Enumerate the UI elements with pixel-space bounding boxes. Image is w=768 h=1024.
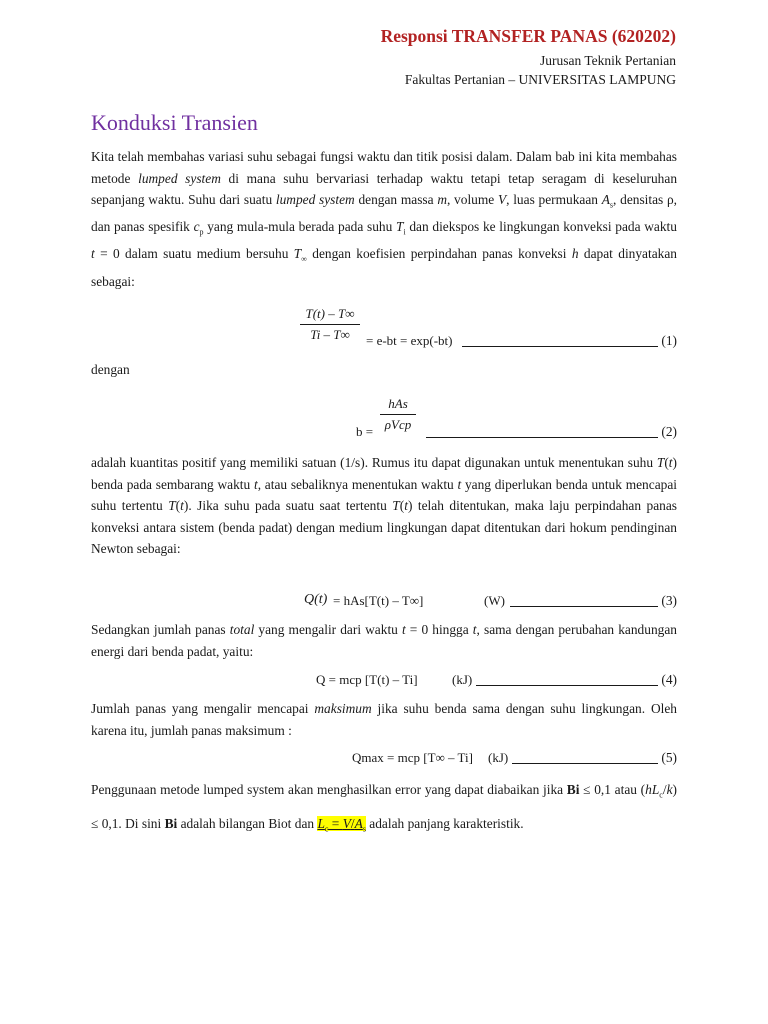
paragraph-intro: Kita telah membahas variasi suhu sebagai fungsi waktu dan titik posisi dalam. Dalam bab ini kita membahas metode lumped system di mana suhu bervariasi terhadap waktu tetapi tetap seragam di keseluruhan sepanjang waktu. Suhu dari suatu lumped system dengan massa m, volume V, luas permukaan $A_s$, densitas ρ, dan panas spesifik $c_p$ yang mula-mula berada pada suhu $T_i$ dan diekspos ke lingkungan konveksi pada waktu t = 0 dalam suatu medium bersuhu $T_\infty$ dengan koefisien perpindahan panas konveksi h dapat dinyatakan sebagai: xyxy=(91,149,678,289)
course-title: Responsi TRANSFER PANAS (620202) xyxy=(380,26,676,46)
eq5-expression: Qmax = mcp [T∞ – Ti] xyxy=(352,750,473,765)
eq4-unit: (kJ) xyxy=(452,672,473,687)
eq4-number: (4) xyxy=(661,672,677,687)
eq2-fraction xyxy=(380,396,416,433)
paragraph-biot: Penggunaan metode lumped system akan menghasilkan error yang dapat diabaikan jika Bi ≤ 0,1 atau $(hL_c/k) \le 0,1$. Di sini Bi adalah bilangan Biot dan $L_c = V/A_s$ adalah panjang karakteristik. xyxy=(91,782,677,834)
paragraph-max-heat: Jumlah panas yang mengalir mencapai maksimum jika suhu benda sama dengan suhu lingkungan. Oleh karena itu, jumlah panas maksimum : xyxy=(91,701,677,738)
paragraph-b-explanation: adalah kuantitas positif yang memiliki satuan (1/s). Rumus itu dapat digunakan untuk menentukan suhu T(t) benda pada sembarang waktu t, atau sebaliknya menentukan waktu t yang diperlukan benda untuk mencapai suhu tertentu T(t). Jika suhu pada suatu saat tertentu T(t) telah ditentukan, maka laju perpindahan panas konveksi antara sistem (benda padat) dengan medium lingkungan dapat ditentukan dari hokum pendinginan Newton sebagai: xyxy=(91,455,678,556)
eq2-numerator: hAs xyxy=(388,396,408,411)
department-line: Jurusan Teknik Pertanian xyxy=(539,53,676,68)
paragraph-total-heat: Sedangkan jumlah panas total yang mengalir dari waktu t = 0 hingga t, sama dengan perubahan kandungan energi dari benda padat, yaitu: xyxy=(91,622,677,659)
eq3-number: (3) xyxy=(661,593,677,608)
eq4-expression: Q = mcp [T(t) – Ti] xyxy=(316,672,418,687)
eq5-number: (5) xyxy=(661,750,677,765)
eq2-denominator: ρVcp xyxy=(384,417,412,432)
faculty-line: Fakultas Pertanian – UNIVERSITAS LAMPUNG xyxy=(404,72,676,87)
eq3-rhs: = hAs[T(t) – T∞] xyxy=(333,593,424,608)
eq1-rhs: = e-bt = exp(-bt) xyxy=(366,333,453,348)
dengan-text: dengan xyxy=(91,362,130,377)
eq3-lhs: Q(t) xyxy=(304,592,328,607)
eq2-lhs: b = xyxy=(356,424,374,439)
eq1-number: (1) xyxy=(661,333,677,348)
eq1-numerator: T(t) – T∞ xyxy=(305,306,355,321)
eq1-denominator: Ti – T∞ xyxy=(310,327,350,342)
eq5-unit: (kJ) xyxy=(488,750,509,765)
eq3-unit: (W) xyxy=(484,593,505,608)
eq1-fraction xyxy=(300,306,360,343)
section-title: Konduksi Transien xyxy=(91,110,258,135)
characteristic-length-highlight: $L_c = V/A_s$ xyxy=(317,815,366,834)
eq2-number: (2) xyxy=(661,424,677,439)
